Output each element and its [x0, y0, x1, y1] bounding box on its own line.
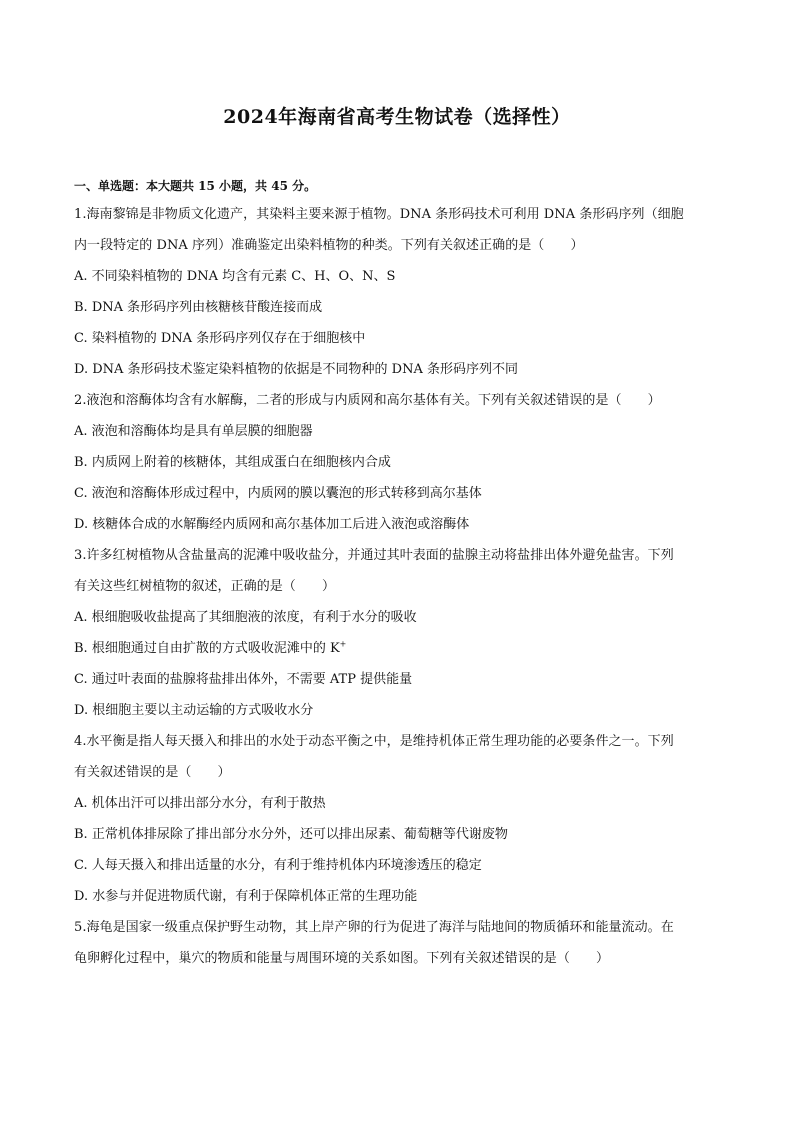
option-a: A. 液泡和溶酶体均是具有单层膜的细胞器: [74, 424, 313, 439]
option-c: C. 人每天摄入和排出适量的水分，有利于维持机体内环境渗透压的稳定: [74, 858, 482, 873]
option-b: B. 内质网上附着的核糖体，其组成蛋白在细胞核内合成: [74, 455, 391, 470]
question-stem-line: 内一段特定的 DNA 序列）准确鉴定出染料植物的种类。下列有关叙述正确的是（ ）: [74, 238, 584, 253]
question-stem-line: 1.海南黎锦是非物质文化遗产，其染料主要来源于植物。DNA 条形码技术可利用 DNA 条形码序列（细胞: [74, 207, 684, 222]
question-stem-line: 有关这些红树植物的叙述，正确的是（ ）: [74, 579, 336, 594]
question-stem-line: 4.水平衡是指人每天摄入和排出的水处于动态平衡之中，是维持机体正常生理功能的必要条件之一。下列: [74, 734, 674, 749]
option-c: C. 通过叶表面的盐腺将盐排出体外，不需要 ATP 提供能量: [74, 672, 413, 687]
question-stem-line: 3.许多红树植物从含盐量高的泥滩中吸收盐分，并通过其叶表面的盐腺主动将盐排出体外避免盐害。下列: [74, 548, 674, 563]
question-5: [74, 912, 724, 974]
question-2: [74, 385, 724, 540]
option-d: D. 水参与并促进物质代谢，有利于保障机体正常的生理功能: [74, 889, 418, 904]
question-3: [74, 540, 724, 726]
section-header: 一、单选题：本大题共 15 小题，共 45 分。: [74, 179, 317, 193]
question-stem-line: 有关叙述错误的是（ ）: [74, 765, 231, 780]
document-body: [74, 176, 724, 974]
option-c: C. 染料植物的 DNA 条形码序列仅存在于细胞核中: [74, 331, 366, 346]
option-b: B. 正常机体排尿除了排出部分水分外，还可以排出尿素、葡萄糖等代谢废物: [74, 827, 508, 842]
option-d: D. 核糖体合成的水解酶经内质网和高尔基体加工后进入液泡或溶酶体: [74, 517, 470, 532]
option-b: B. DNA 条形码序列由核糖核苷酸连接而成: [74, 300, 323, 315]
question-4: [74, 726, 724, 912]
superscript-plus: +: [339, 639, 347, 649]
option-d: D. 根细胞主要以主动运输的方式吸收水分: [74, 703, 314, 718]
option-c: C. 液泡和溶酶体形成过程中，内质网的膜以囊泡的形式转移到高尔基体: [74, 486, 482, 501]
option-b: [74, 633, 724, 664]
option-a: A. 不同染料植物的 DNA 均含有元素 C、H、O、N、S: [74, 269, 396, 284]
option-b-text: B. 根细胞通过自由扩散的方式吸收泥滩中的 K: [74, 641, 340, 656]
question-stem-line: 龟卵孵化过程中，巢穴的物质和能量与周围环境的关系如图。下列有关叙述错误的是（ ）: [74, 951, 610, 966]
option-a: A. 根细胞吸收盐提高了其细胞液的浓度，有利于水分的吸收: [74, 610, 417, 625]
option-a: A. 机体出汗可以排出部分水分，有利于散热: [74, 796, 326, 811]
option-d: D. DNA 条形码技术鉴定染料植物的依据是不同物种的 DNA 条形码序列不同: [74, 362, 518, 377]
page-title: 2024年海南省高考生物试卷（选择性）: [223, 106, 571, 128]
question-stem-line: 2.液泡和溶酶体均含有水解酶，二者的形成与内质网和高尔基体有关。下列有关叙述错误的是（ ）: [74, 393, 661, 408]
question-1: [74, 199, 724, 385]
question-stem-line: 5.海龟是国家一级重点保护野生动物，其上岸产卵的行为促进了海洋与陆地间的物质循环和能量流动。在: [74, 920, 674, 935]
